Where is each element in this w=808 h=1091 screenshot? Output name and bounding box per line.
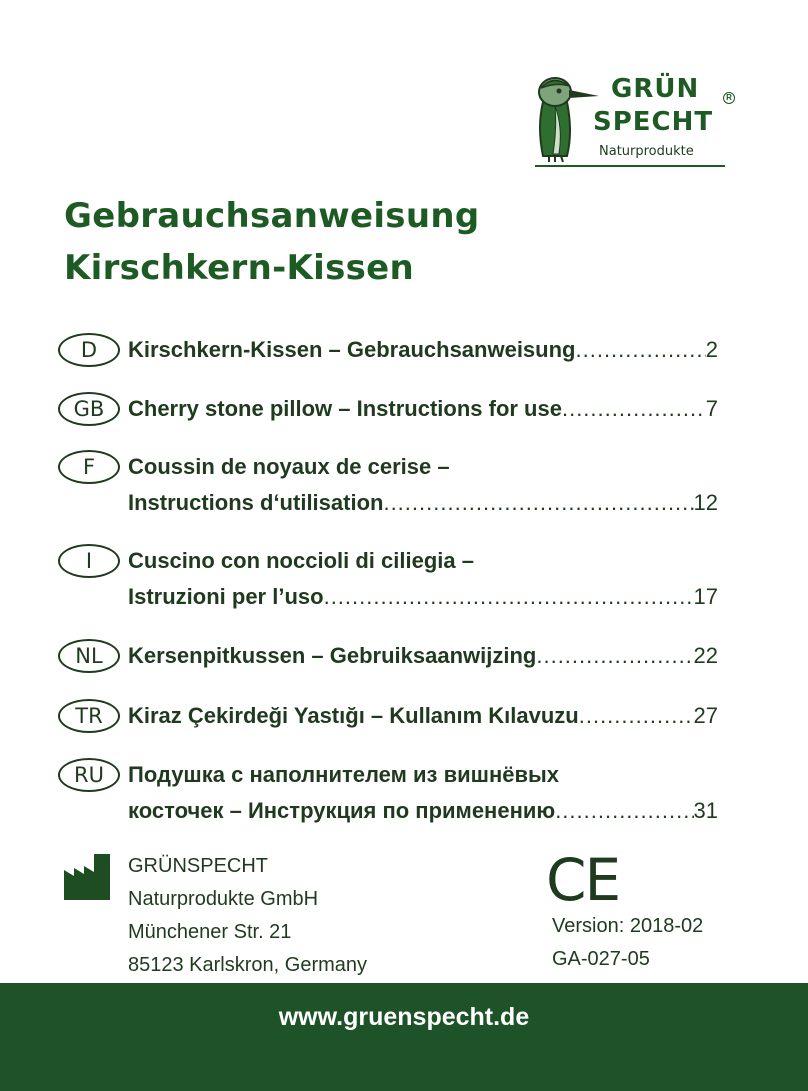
toc-line-1 [128, 544, 718, 578]
leader-dots [555, 794, 693, 828]
manufacturer-address [128, 850, 367, 982]
toc-line [128, 699, 718, 733]
leader-dots [562, 392, 706, 426]
manufacturer-name: GRÜNSPECHT [128, 855, 269, 877]
leader-dots [536, 639, 693, 673]
title-line-1: Gebrauchsanweisung [64, 196, 480, 236]
logo-line-2: SPECHT [593, 107, 714, 137]
logo-line-1: GRÜN [611, 74, 700, 104]
toc-title: Kirschkern-Kissen – Gebrauchsanweisung [128, 337, 576, 362]
toc-title: Kersenpitkussen – Gebruiksaanwijzing [128, 643, 537, 668]
toc-line-1 [128, 450, 718, 484]
language-badge-gb: GB [58, 392, 120, 426]
toc-page-number: 17 [693, 584, 718, 609]
registered-mark: R [723, 92, 735, 104]
toc-title: Coussin de noyaux de cerise – [128, 454, 450, 479]
document-title [64, 190, 479, 294]
title-line-2: Kirschkern-Kissen [64, 248, 415, 288]
toc-title: Подушка с наполнителем из вишнёвых [128, 762, 560, 787]
ce-mark: CE [546, 846, 620, 914]
logo-underline [535, 165, 725, 167]
toc-title: Cuscino con noccioli di ciliegia – [128, 548, 474, 573]
language-badge-tr: TR [58, 699, 120, 733]
website-link[interactable]: www.gruenspecht.de [278, 1003, 530, 1031]
leader-dots [576, 333, 706, 367]
toc-line-2 [128, 580, 718, 614]
manufacturer-factory-icon [64, 854, 110, 900]
toc-line [128, 392, 718, 426]
toc-title: Cherry stone pillow – Instructions for use [128, 396, 562, 421]
version-number: Version: 2018-02 [552, 915, 704, 937]
toc-title: Istruzioni per l’uso [128, 584, 324, 609]
toc-page-number: 27 [693, 703, 718, 728]
document-code: GA-027-05 [552, 948, 650, 970]
toc-line [128, 639, 718, 673]
language-badge-ru: RU [58, 758, 120, 792]
leader-dots [383, 486, 693, 520]
manufacturer-street: Münchener Str. 21 [128, 921, 292, 943]
leader-dots [324, 580, 694, 614]
version-info [552, 910, 703, 976]
logo-line-3: Naturprodukte [599, 144, 694, 159]
toc-title: Kiraz Çekirdeği Yastığı – Kullanım Kılavuzu [128, 703, 579, 728]
brand-logo [533, 72, 732, 172]
language-badge-fr: F [58, 450, 120, 484]
toc-line-1 [128, 758, 718, 792]
toc-page-number: 2 [705, 337, 718, 362]
leader-dots [579, 699, 694, 733]
toc-page-number: 31 [693, 798, 718, 823]
language-badge-nl: NL [58, 639, 120, 673]
footer-bar [0, 983, 808, 1091]
language-badge-de: D [58, 333, 120, 367]
toc-line [128, 333, 718, 367]
toc-title: косточек – Инструкция по применению [128, 798, 556, 823]
toc-page-number: 22 [693, 643, 718, 668]
manufacturer-company: Naturprodukte GmbH [128, 888, 319, 910]
language-badge-it: I [58, 544, 120, 578]
toc-line-2 [128, 794, 718, 828]
manufacturer-city: 85123 Karlskron, Germany [128, 954, 368, 976]
toc-page-number: 7 [705, 396, 718, 421]
toc-page-number: 12 [693, 490, 718, 515]
toc-line-2 [128, 486, 718, 520]
toc-title: Instructions d‘utilisation [128, 490, 384, 515]
